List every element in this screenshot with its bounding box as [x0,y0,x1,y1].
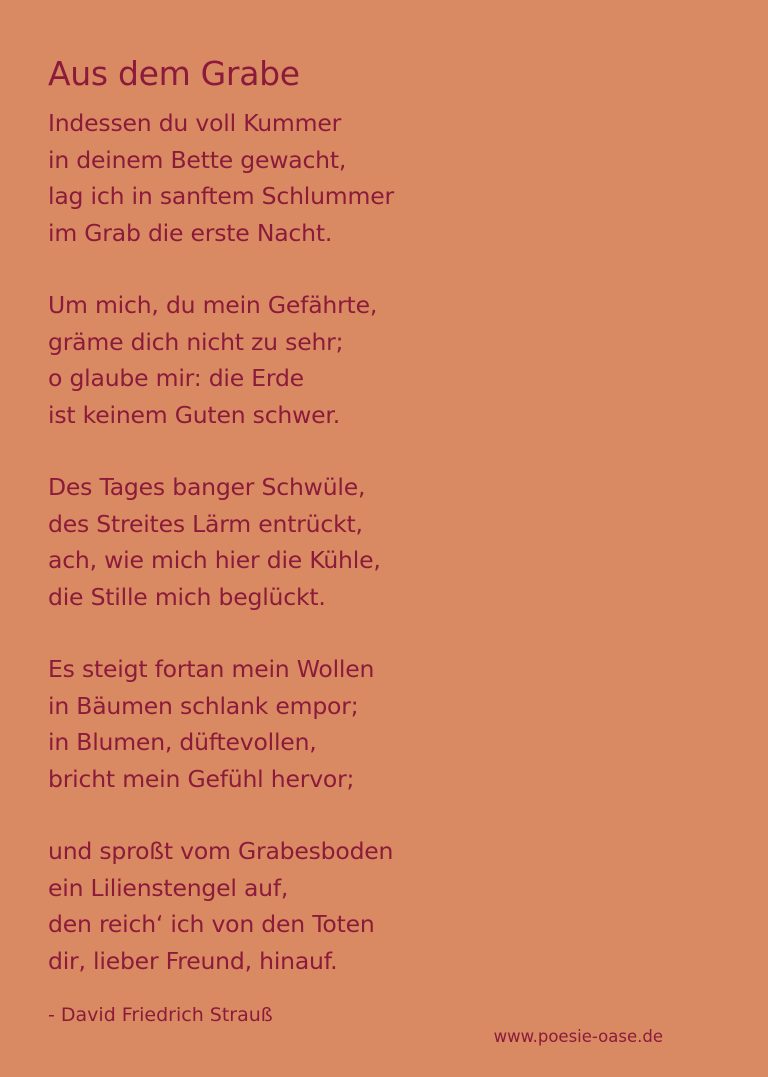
poem-line: ist keinem Guten schwer. [48,400,340,429]
poem-line: in Blumen, düftevollen, [48,728,317,756]
poem-line: ein Lilienstengel auf, [48,873,289,902]
poem-line: ach, wie mich hier die Kühle, [48,546,381,574]
website-credit: www.poesie-oase.de [493,1027,663,1046]
poem-line: o glaube mir: die Erde [48,364,304,392]
poem-line: lag ich in sanftem Schlummer [48,182,394,210]
stanza [48,287,394,433]
poem-line: dir, lieber Freund, hinauf. [48,946,338,975]
poem-line: Um mich, du mein Gefährte, [48,291,378,319]
stanza [48,651,394,797]
poem-line: bricht mein Gefühl hervor; [48,764,355,793]
poem-line: des Streites Lärm entrückt, [48,509,363,538]
stanza [48,833,394,979]
poem-author: - David Friedrich Strauß [48,1004,273,1026]
poem-title: Aus dem Grabe [48,54,300,93]
poem-line: den reich‘ ich von den Toten [48,910,375,938]
poem-line: Es steigt fortan mein Wollen [48,655,375,683]
stanza [48,105,394,251]
poem-line: Indessen du voll Kummer [48,109,342,137]
poem-line: die Stille mich beglückt. [48,582,326,611]
poem-line: und sproßt vom Grabesboden [48,837,394,865]
stanza [48,469,394,615]
poem-line: Des Tages banger Schwüle, [48,473,366,501]
poem-line: in deinem Bette gewacht, [48,145,347,174]
poem-line: in Bäumen schlank empor; [48,691,359,720]
poem-line: gräme dich nicht zu sehr; [48,327,344,356]
poem-line: im Grab die erste Nacht. [48,218,333,247]
poem-body [48,105,394,1015]
